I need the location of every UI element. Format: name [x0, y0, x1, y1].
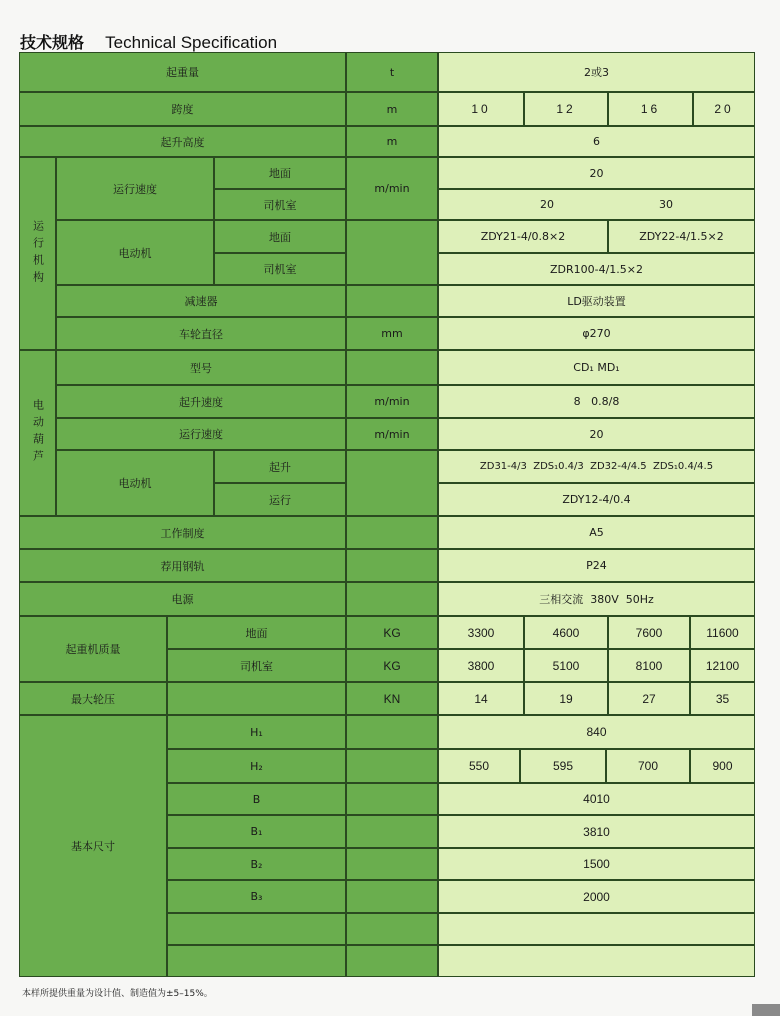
label-rail: 荐用钢轨 [19, 549, 346, 582]
value-dim-empty-1 [438, 913, 755, 945]
value-wheel-load-3: 27 [608, 682, 690, 715]
value-mass-ground-2: 4600 [524, 616, 608, 649]
value-wheel-load-4: 35 [690, 682, 755, 715]
value-wheel-diameter: φ270 [438, 317, 755, 350]
label-dim-b2: B₂ [167, 848, 346, 880]
label-hoist-motor-run: 运行 [214, 483, 346, 516]
value-dim-b3: 2000 [438, 880, 755, 913]
unit-hoist-motor [346, 450, 438, 516]
label-lift-capacity: 起重量 [19, 52, 346, 92]
value-hoist-motor-run: ZDY12-4/0.4 [438, 483, 755, 516]
label-duty: 工作制度 [19, 516, 346, 549]
label-hoist-lift-speed: 起升速度 [56, 385, 346, 418]
label-dimensions: 基本尺寸 [19, 715, 167, 977]
value-travel-speed-ground: 20 [438, 157, 755, 189]
value-span-2: 12 [524, 92, 608, 126]
sub-max-wheel-load [167, 682, 346, 715]
value-hoist-lift-speed: 8 0.8/8 [438, 385, 755, 418]
label-dim-h2: H₂ [167, 749, 346, 783]
value-mass-ground-1: 3300 [438, 616, 524, 649]
label-hoist-run-speed: 运行速度 [56, 418, 346, 450]
label-crane-mass-cab: 司机室 [167, 649, 346, 682]
page-title [20, 30, 277, 53]
corner-tab [752, 1004, 780, 1016]
label-hoist-model: 型号 [56, 350, 346, 385]
label-power: 电源 [19, 582, 346, 616]
unit-power [346, 582, 438, 616]
value-travel-speed-cab-2: 30 [659, 198, 673, 211]
value-travel-speed-cab [438, 189, 755, 220]
unit-dim-empty-1 [346, 913, 438, 945]
group-travel-mechanism: 运行机构 [19, 157, 56, 350]
value-dim-h2-1: 550 [438, 749, 520, 783]
group-hoist: 电动葫芦 [19, 350, 56, 516]
unit-dim-b [346, 783, 438, 815]
value-mass-cab-3: 8100 [608, 649, 690, 682]
label-dim-empty-2 [167, 945, 346, 977]
value-travel-motor-ground-2: ZDY22-4/1.5×2 [608, 220, 755, 253]
unit-hoist-model [346, 350, 438, 385]
value-mass-cab-4: 12100 [690, 649, 755, 682]
unit-hoist-lift-speed: m/min [346, 385, 438, 418]
value-wheel-load-1: 14 [438, 682, 524, 715]
unit-wheel-diameter: mm [346, 317, 438, 350]
label-dim-b: B [167, 783, 346, 815]
unit-dim-h1 [346, 715, 438, 749]
label-dim-b1: B₁ [167, 815, 346, 848]
value-hoist-motor-lift: ZD31-4/3 ZDS₁0.4/3 ZD32-4/4.5 ZDS₁0.4/4.5 [438, 450, 755, 483]
value-mass-ground-4: 11600 [690, 616, 755, 649]
label-travel-speed-cab: 司机室 [214, 189, 346, 220]
value-duty: A5 [438, 516, 755, 549]
label-dim-empty-1 [167, 913, 346, 945]
unit-rail [346, 549, 438, 582]
label-wheel-diameter: 车轮直径 [56, 317, 346, 350]
label-reducer: 减速器 [56, 285, 346, 317]
value-dim-empty-2 [438, 945, 755, 977]
value-mass-ground-3: 7600 [608, 616, 690, 649]
title-english: Technical Specification [105, 33, 278, 52]
value-span-1: 10 [438, 92, 524, 126]
unit-dim-b3 [346, 880, 438, 913]
unit-dim-empty-2 [346, 945, 438, 977]
value-dim-h2-3: 700 [606, 749, 690, 783]
value-span-3: 16 [608, 92, 693, 126]
label-max-wheel-load: 最大轮压 [19, 682, 167, 715]
label-hoist-motor-lift: 起升 [214, 450, 346, 483]
label-travel-motor-ground: 地面 [214, 220, 346, 253]
value-lift-capacity: 2或3 [438, 52, 755, 92]
unit-dim-b1 [346, 815, 438, 848]
unit-travel-speed: m/min [346, 157, 438, 220]
value-dim-b1: 3810 [438, 815, 755, 848]
value-travel-motor-cab: ZDR100-4/1.5×2 [438, 253, 755, 285]
value-mass-cab-2: 5100 [524, 649, 608, 682]
unit-reducer [346, 285, 438, 317]
value-rail: P24 [438, 549, 755, 582]
title-chinese: 技术规格 [20, 33, 85, 52]
label-dim-h1: H₁ [167, 715, 346, 749]
label-span: 跨度 [19, 92, 346, 126]
unit-span: m [346, 92, 438, 126]
label-travel-motor-cab: 司机室 [214, 253, 346, 285]
unit-hoist-run-speed: m/min [346, 418, 438, 450]
unit-crane-mass-ground: KG [346, 616, 438, 649]
footnote: 本样所提供重量为设计值、制造值为±5–15%。 [22, 989, 213, 999]
value-dim-b: 4010 [438, 783, 755, 815]
value-hoist-run-speed: 20 [438, 418, 755, 450]
value-power: 三相交流 380V 50Hz [438, 582, 755, 616]
unit-dim-b2 [346, 848, 438, 880]
value-dim-h2-2: 595 [520, 749, 606, 783]
value-span-4: 20 [693, 92, 755, 126]
value-travel-speed-cab-1: 20 [540, 198, 554, 211]
unit-duty [346, 516, 438, 549]
label-hoist-motor: 电动机 [56, 450, 214, 516]
label-travel-speed-ground: 地面 [214, 157, 346, 189]
label-lift-height: 起升高度 [19, 126, 346, 157]
value-dim-b2: 1500 [438, 848, 755, 880]
unit-max-wheel-load: KN [346, 682, 438, 715]
spec-table [19, 52, 755, 977]
label-dim-b3: B₃ [167, 880, 346, 913]
value-dim-h2-4: 900 [690, 749, 755, 783]
unit-dim-h2 [346, 749, 438, 783]
label-crane-mass: 起重机质量 [19, 616, 167, 682]
value-hoist-model: CD₁ MD₁ [438, 350, 755, 385]
value-dim-h1: 840 [438, 715, 755, 749]
value-reducer: LD驱动装置 [438, 285, 755, 317]
value-travel-motor-ground-1: ZDY21-4/0.8×2 [438, 220, 608, 253]
label-crane-mass-ground: 地面 [167, 616, 346, 649]
unit-travel-motor [346, 220, 438, 285]
value-mass-cab-1: 3800 [438, 649, 524, 682]
value-wheel-load-2: 19 [524, 682, 608, 715]
label-travel-motor: 电动机 [56, 220, 214, 285]
label-travel-speed: 运行速度 [56, 157, 214, 220]
unit-lift-capacity: t [346, 52, 438, 92]
value-lift-height: 6 [438, 126, 755, 157]
unit-crane-mass-cab: KG [346, 649, 438, 682]
unit-lift-height: m [346, 126, 438, 157]
